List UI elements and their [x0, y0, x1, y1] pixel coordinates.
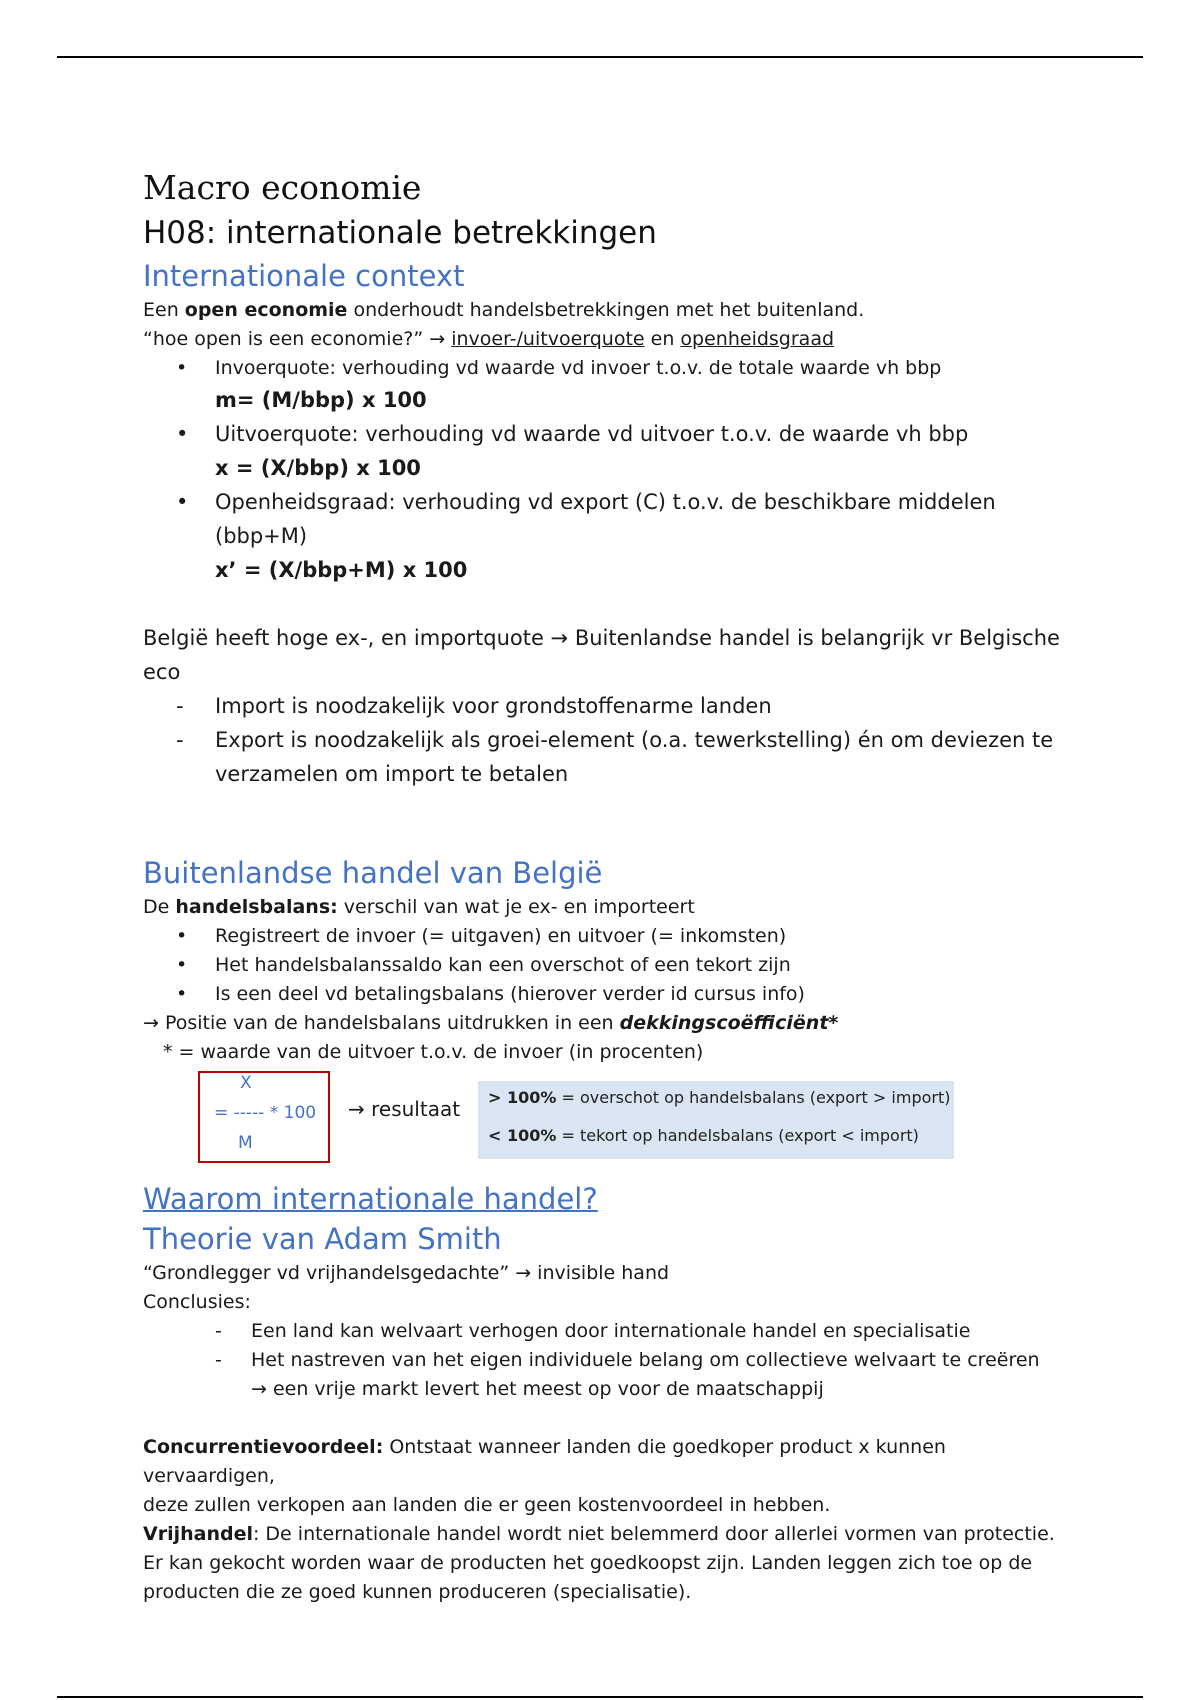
- dash: -: [215, 1320, 222, 1342]
- free-trade-definition: Vrijhandel: De internationale handel wordt niet belemmerd door allerlei vormen van protectie.: [143, 1523, 1055, 1545]
- free-trade-line3: producten die ze goed kunnen produceren (specialisatie).: [143, 1581, 692, 1603]
- heading-adam-smith: Theorie van Adam Smith: [143, 1222, 502, 1256]
- dash: -: [176, 694, 184, 718]
- list-item-continuation: verzamelen om import te betalen: [215, 762, 569, 786]
- openness-question: “hoe open is een economie?” → invoer-/uitvoerquote en openheidsgraad: [143, 328, 835, 350]
- list-item: - Het nastreven van het eigen individuele belang om collectieve welvaart te creëren: [143, 1346, 1063, 1375]
- conclusions-label: Conclusies:: [143, 1291, 251, 1313]
- list-item: • Uitvoerquote: verhouding vd waarde vd uitvoer t.o.v. de waarde vh bbp: [143, 417, 1063, 451]
- result-deficit: < 100% = tekort op handelsbalans (export < import): [488, 1126, 919, 1145]
- document-title: Macro economie: [143, 168, 422, 207]
- formula-export-quote: x = (X/bbp) x 100: [215, 456, 421, 480]
- trade-balance-definition: De handelsbalans: verschil van wat je ex- en importeert: [143, 896, 695, 918]
- bullet: •: [176, 357, 188, 379]
- chapter-title: H08: internationale betrekkingen: [143, 215, 657, 251]
- bullet: •: [176, 422, 189, 446]
- adam-smith-quote: “Grondlegger vd vrijhandelsgedachte” → invisible hand: [143, 1262, 670, 1284]
- heading-international-context: Internationale context: [143, 259, 465, 293]
- coverage-ratio-figure: [143, 1071, 1063, 1163]
- ratio-formula-box: [198, 1071, 330, 1163]
- coverage-footnote: * = waarde van de uitvoer t.o.v. de invoer (in procenten): [163, 1041, 704, 1063]
- free-trade-line2: Er kan gekocht worden waar de producten het goedkoopst zijn. Landen leggen zich toe op de: [143, 1552, 1033, 1574]
- result-interpretation-box: [478, 1081, 954, 1159]
- heading-foreign-trade: Buitenlandse handel van België: [143, 856, 603, 890]
- list-item: • Is een deel vd betalingsbalans (hierover verder id cursus info): [143, 980, 1063, 1009]
- list-item: • Openheidsgraad: verhouding vd export (C) t.o.v. de beschikbare middelen (bbp+M): [143, 485, 1063, 553]
- bullet: •: [176, 954, 188, 976]
- bullet: •: [176, 983, 188, 1005]
- footer-rule: [57, 1696, 1143, 1698]
- competitive-advantage-line2: deze zullen verkopen aan landen die er geen kostenvoordeel in hebben.: [143, 1494, 831, 1516]
- list-item: • Registreert de invoer (= uitgaven) en uitvoer (= inkomsten): [143, 922, 1063, 951]
- list-item: - Een land kan welvaart verhogen door internationale handel en specialisatie: [143, 1317, 1063, 1346]
- belgium-statement: België heeft hoge ex-, en importquote → Buitenlandse handel is belangrijk vr Belgische eco: [143, 626, 1060, 684]
- result-surplus: > 100% = overschot op handelsbalans (export > import): [488, 1088, 951, 1107]
- competitive-advantage-definition: Concurrentievoordeel: Ontstaat wanneer landen die goedkoper product x kunnen vervaardigen,: [143, 1436, 946, 1487]
- ratio-numerator: X: [240, 1073, 252, 1093]
- ratio-line: = ----- * 100: [214, 1103, 317, 1123]
- dash: -: [215, 1349, 222, 1371]
- document-body: [143, 166, 1063, 1607]
- free-market-line: → een vrije markt levert het meest op voor de maatschappij: [251, 1378, 824, 1400]
- coverage-coefficient-line: → Positie van de handelsbalans uitdrukken in een dekkingscoëfficiënt*: [143, 1012, 839, 1034]
- bullet: •: [176, 925, 188, 947]
- heading-why-trade: Waarom internationale handel?: [143, 1182, 598, 1216]
- header-rule: [57, 56, 1143, 58]
- list-item: • Het handelsbalanssaldo kan een overschot of een tekort zijn: [143, 951, 1063, 980]
- list-item: - Export is noodzakelijk als groei-element (o.a. tewerkstelling) én om deviezen te: [143, 723, 1063, 757]
- ratio-denominator: M: [238, 1133, 253, 1153]
- formula-import-quote: m= (M/bbp) x 100: [215, 388, 427, 412]
- bullet: •: [176, 490, 189, 514]
- list-item: • Invoerquote: verhouding vd waarde vd invoer t.o.v. de totale waarde vh bbp: [143, 354, 1063, 383]
- list-item: - Import is noodzakelijk voor grondstoffenarme landen: [143, 689, 1063, 723]
- formula-openness: x’ = (X/bbp+M) x 100: [215, 558, 468, 582]
- open-economy-definition: Een open economie onderhoudt handelsbetrekkingen met het buitenland.: [143, 299, 865, 321]
- result-label: → resultaat: [348, 1097, 461, 1121]
- dash: -: [176, 728, 184, 752]
